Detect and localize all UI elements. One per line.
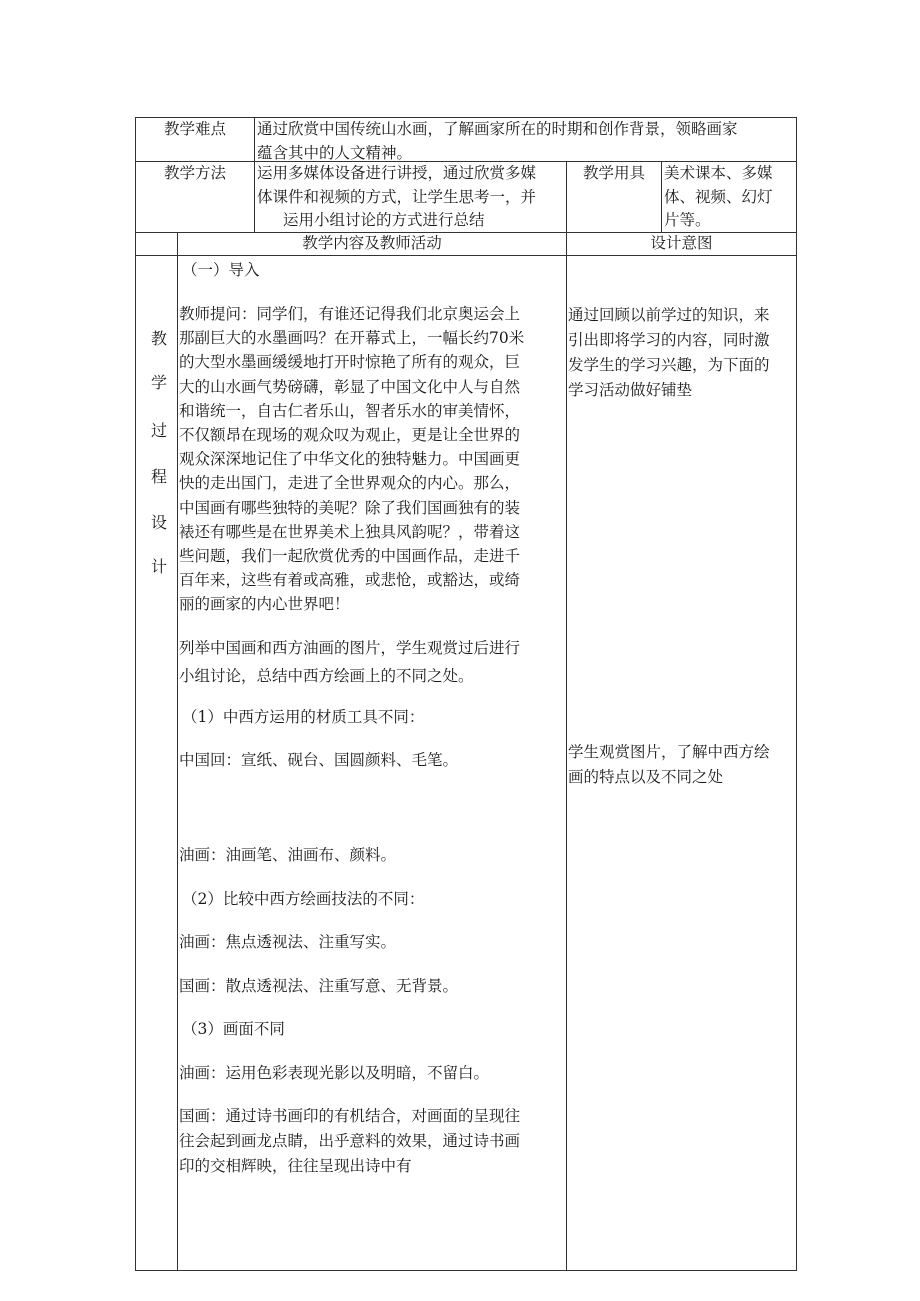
tools-label: 教学用具 — [582, 164, 645, 182]
item2-heading: （2）比较中西方绘画技法的不同： — [182, 890, 425, 908]
intent-line: 学习活动做好铺垫 — [568, 381, 693, 399]
question-line: 些问题，我们一起欣赏优秀的中国画作品，走进千 — [179, 547, 521, 566]
method-text — [257, 162, 564, 233]
label-col-divider — [254, 117, 255, 233]
item3-oil: 油画：运用色彩表现光影以及明暗，不留白。 — [179, 1064, 490, 1082]
method-line: 运用多媒体设备进行讲授，通过欣赏多媒 — [257, 164, 537, 182]
difficulty-text — [257, 118, 795, 165]
list-line: 小组讨论，总结中西方绘画上的不同之处。 — [179, 667, 474, 685]
intent-line: 通过回顾以前学过的知识，来 — [568, 306, 770, 324]
process-label-char: 过 — [150, 421, 167, 440]
design-intent-1 — [568, 303, 794, 403]
tools-line: 片等。 — [664, 211, 711, 229]
question-line: 丽的画家的内心世界吧！ — [179, 595, 350, 614]
question-line: 教师提问：同学们，有谁还记得我们北京奥运会上 — [179, 305, 521, 323]
item3-cn-line: 往会起到画龙点睛，出乎意料的效果，通过诗书画 — [179, 1132, 521, 1150]
item3-cn-line: 国画：通过诗书画印的有机结合，对画面的呈现往 — [179, 1107, 521, 1125]
item2-oil: 油画：焦点透视法、注重写实。 — [179, 933, 397, 951]
difficulty-line: 通过欣赏中国传统山水画，了解画家所在的时期和创作背景，领略画家 — [257, 120, 738, 138]
item2-chinese: 国画：散点透视法、注重写意、无背景。 — [179, 977, 459, 995]
process-label-char: 程 — [150, 467, 167, 486]
intro-title: （一）导入 — [182, 261, 260, 279]
design-header: 设计意图 — [650, 234, 713, 252]
question-line: 的大型水墨画缓缓地打开时惊艳了所有的观众，巨 — [179, 353, 521, 372]
process-label-char: 学 — [150, 373, 167, 392]
question-line: 观众深深地记住了中华文化的独特魅力。中国画更 — [179, 450, 521, 469]
item3-cn-line: 印的交相辉映，往往呈现出诗中有 — [179, 1157, 412, 1175]
table-border-bottom — [135, 1270, 797, 1271]
process-label-char: 设 — [150, 513, 167, 532]
tools-line: 美术课本、多媒 — [664, 164, 773, 182]
question-line: 不仅额昂在现场的观众叹为观止，更是让全世界的 — [179, 426, 521, 445]
intent-line: 发学生的学习兴趣，为下面的 — [568, 356, 770, 374]
tools-col-right — [661, 161, 662, 233]
table-border-left — [135, 117, 136, 1271]
intent-line: 学生观赏图片，了解中西方绘 — [568, 743, 770, 761]
tools-text — [664, 162, 794, 233]
item1-oil: 油画：油画笔、油画布、颜料。 — [179, 846, 397, 864]
item1-heading: （1）中西方运用的材质工具不同： — [182, 708, 425, 726]
intent-line: 引出即将学习的内容，同时激 — [568, 331, 770, 349]
item3-chinese — [179, 1104, 565, 1179]
process-label-char: 计 — [150, 557, 167, 576]
question-line: 快的走出国门，走进了全世界观众的内心。那么， — [179, 474, 521, 493]
content-header: 教学内容及教师活动 — [302, 234, 442, 252]
table-border-right — [796, 117, 797, 1271]
question-line: 那副巨大的水墨画吗？在开幕式上，一幅长约70米 — [179, 329, 525, 348]
method-line: 运用小组讨论的方式进行总结 — [283, 211, 485, 229]
list-line: 列举中国画和西方油画的图片，学生观赏过后进行 — [179, 639, 521, 657]
method-label: 教学方法 — [163, 164, 226, 182]
question-line: 裱还有哪些是在世界美术上独具风韵呢？，带着这 — [179, 522, 521, 541]
item1-chinese: 中国回：宣纸、砚台、国圆颜料、毛笔。 — [179, 751, 459, 769]
question-line: 中国画有哪些独特的美呢？除了我们国画独有的装 — [179, 498, 521, 517]
question-line: 大的山水画气势磅礴，彰显了中国文化中人与自然 — [179, 377, 521, 396]
tools-line: 体、视频、幻灯 — [664, 187, 773, 206]
difficulty-line: 蕴含其中的人文精神。 — [257, 143, 413, 162]
question-line: 和谐统一，自古仁者乐山，智者乐水的审美情怀， — [179, 401, 521, 420]
comparison-intro — [179, 634, 565, 690]
design-col-divider — [566, 232, 567, 1271]
intent-line: 画的特点以及不同之处 — [568, 768, 724, 786]
item3-heading: （3）画面不同 — [182, 1020, 285, 1038]
design-intent-2 — [568, 740, 794, 790]
question-line: 百年来，这些有着或高雅，或悲怆，或豁达，或绮 — [179, 571, 521, 590]
difficulty-label: 教学难点 — [163, 120, 226, 138]
teacher-question — [179, 302, 565, 617]
process-design-label — [140, 322, 178, 584]
process-label-char: 教 — [150, 329, 167, 348]
method-line: 体课件和视频的方式，让学生思考一，并 — [257, 187, 537, 206]
